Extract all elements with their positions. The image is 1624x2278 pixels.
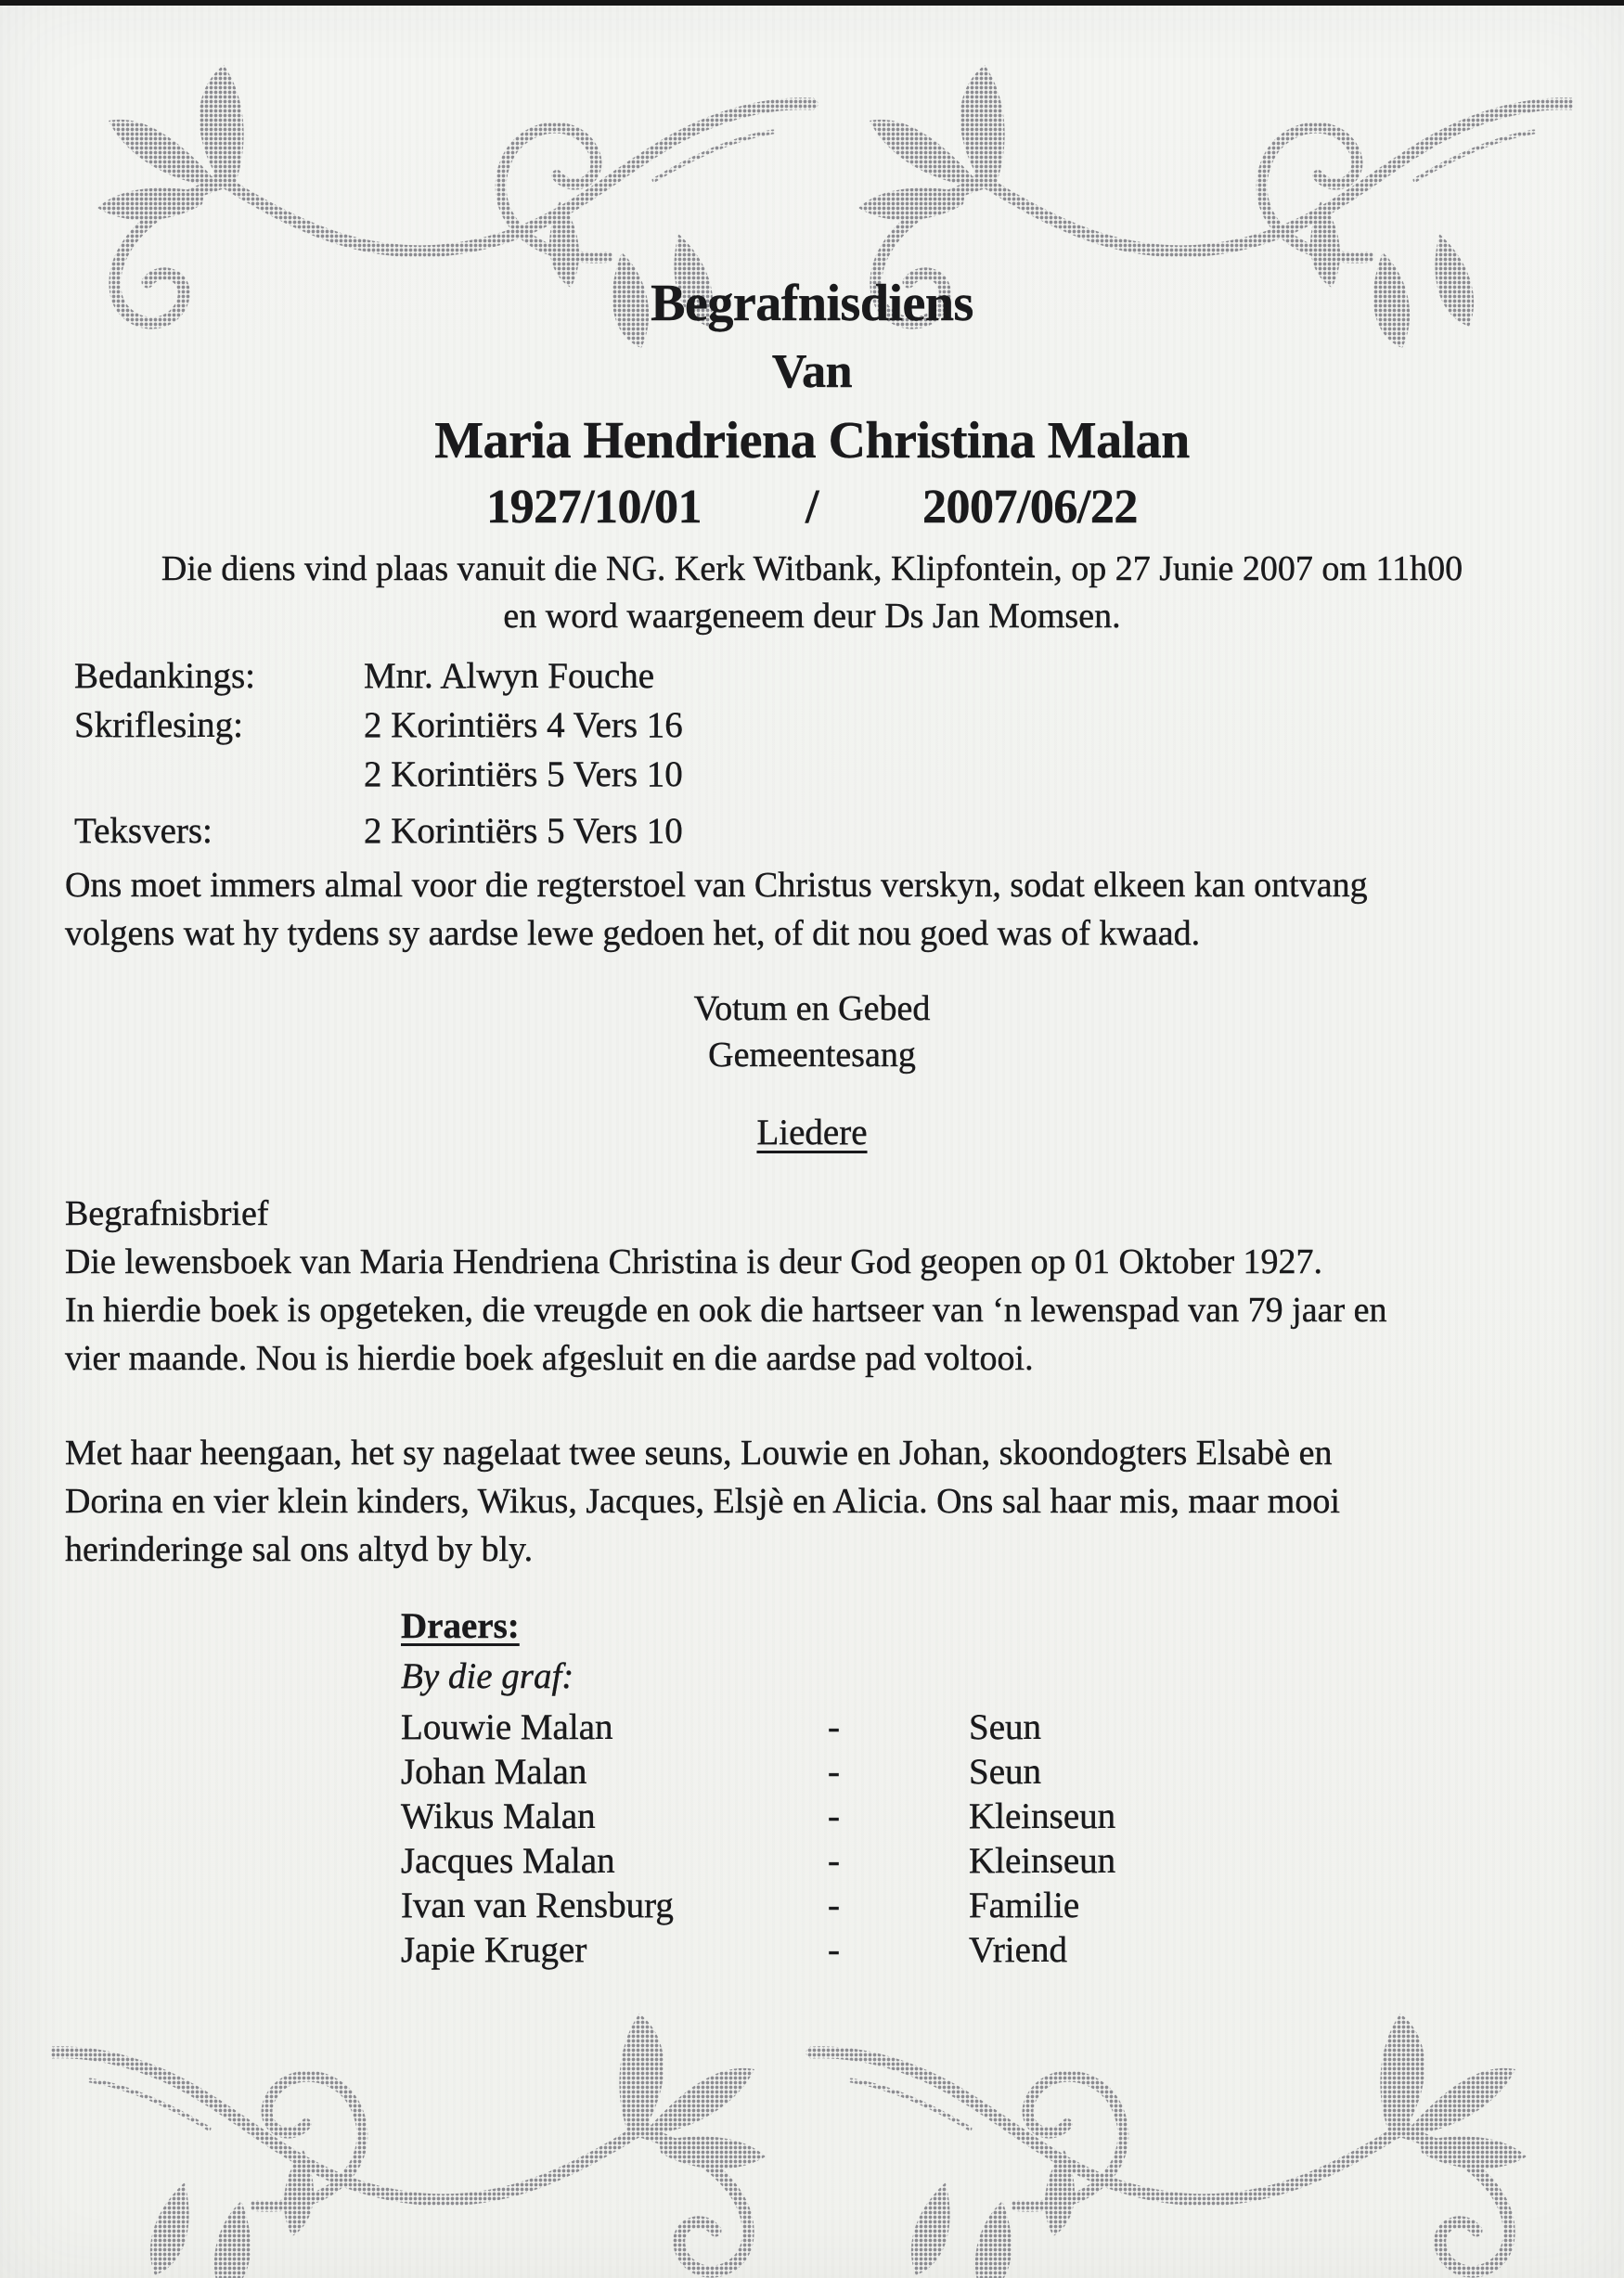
pallbearer-row [401,1884,1115,1928]
obituary-line: Die lewensboek van Maria Hendriena Christina is deur God geopen op 01 Oktober 1927. [65,1242,1322,1281]
pallbearer-row [401,1839,1115,1884]
pallbearer-name: Louwie Malan [401,1707,613,1747]
detail-label: Bedankings: [74,656,255,696]
pallbearer-row [401,1705,1115,1750]
title-block [0,275,1624,534]
detail-value: 2 Korintiërs 5 Vers 10 [364,811,683,851]
scan-edge-artifact [0,0,1624,6]
pallbearer-name: Wikus Malan [401,1796,596,1836]
birth-date: 1927/10/01 [486,481,702,534]
pallbearer-name: Ivan van Rensburg [401,1885,674,1925]
pallbearers-subheading: By die graf: [401,1656,574,1696]
order-of-service [0,985,1624,1078]
pallbearer-dash: - [828,1930,840,1970]
obituary-section [65,1190,1568,1383]
pallbearer-relation: Vriend [969,1930,1067,1970]
obituary-heading: Begrafnisbrief [65,1194,269,1233]
pallbearer-relation: Kleinseun [969,1841,1116,1881]
detail-value: 2 Korintiërs 5 Vers 10 [364,754,683,794]
obituary-line: In hierdie boek is opgeteken, die vreugde en ook die hartseer van ‘n lewenspad van 79 jaar en [65,1291,1387,1330]
pallbearer-dash: - [828,1885,840,1925]
obituary-paragraph-2 [65,1429,1568,1574]
page-title: Begrafnisdiens [651,275,973,332]
deceased-name: Maria Hendriena Christina Malan [434,412,1190,470]
date-separator: / [806,481,818,534]
detail-row-teksvers [74,806,683,856]
pallbearer-name: Japie Kruger [401,1930,587,1970]
pallbearer-name: Jacques Malan [401,1841,615,1881]
scripture-line: Ons moet immers almal voor die regterstoel van Christus verskyn, sodat elkeen kan ontvang [65,866,1368,905]
pallbearer-relation: Seun [969,1752,1041,1792]
pallbearer-name: Johan Malan [401,1752,587,1792]
pallbearer-dash: - [828,1796,840,1836]
title-connector: Van [771,345,853,398]
pallbearers-list [401,1705,1115,1973]
order-item-votum: Votum en Gebed [693,989,931,1028]
order-item-gemeentesang: Gemeentesang [708,1036,916,1075]
flourish-swirl-mirrored-icon [51,1988,1573,2278]
pallbearer-row [401,1750,1115,1795]
pallbearer-dash: - [828,1841,840,1881]
pallbearer-row [401,1795,1115,1839]
scripture-line: volgens wat hy tydens sy aardse lewe gedoen het, of dit nou goed was of kwaad. [65,914,1201,953]
liedere-heading-wrap [0,1112,1624,1153]
detail-row-skriflesing-2 [74,750,683,799]
service-details [74,651,683,856]
detail-row-skriflesing [74,701,683,750]
pallbearers-section [401,1603,1115,1973]
detail-label: Teksvers: [74,811,213,851]
detail-value: 2 Korintiërs 4 Vers 16 [364,705,683,745]
obituary-line: vier maande. Nou is hierdie boek afgesluit en die aardse pad voltooi. [65,1339,1034,1378]
service-intro-line: en word waargeneem deur Ds Jan Momsen. [503,597,1121,636]
scripture-passage [65,861,1568,958]
pallbearer-dash: - [828,1707,840,1747]
detail-label: Skriflesing: [74,705,243,745]
obituary-line: herinderinge sal ons altyd by bly. [65,1530,534,1569]
flourish-ornament-bottom [51,1988,1573,2278]
life-dates [0,481,1624,534]
death-date: 2007/06/22 [922,481,1138,534]
pallbearer-relation: Seun [969,1707,1041,1747]
pallbearer-dash: - [828,1752,840,1792]
pallbearer-relation: Kleinseun [969,1796,1116,1836]
detail-value: Mnr. Alwyn Fouche [364,656,655,696]
pallbearer-relation: Familie [969,1885,1080,1925]
detail-row-bedankings [74,651,683,701]
pallbearer-row [401,1928,1115,1973]
liedere-heading: Liedere [756,1113,868,1152]
obituary-line: Dorina en vier klein kinders, Wikus, Jacques, Elsjè en Alicia. Ons sal haar mis, maar mooi [65,1482,1340,1521]
obituary-line: Met haar heengaan, het sy nagelaat twee seuns, Louwie en Johan, skoondogters Elsabè en [65,1434,1333,1473]
service-intro [37,546,1587,640]
service-intro-line: Die diens vind plaas vanuit die NG. Kerk Witbank, Klipfontein, op 27 Junie 2007 om 11h00 [161,549,1463,588]
pallbearers-heading: Draers: [401,1606,520,1646]
